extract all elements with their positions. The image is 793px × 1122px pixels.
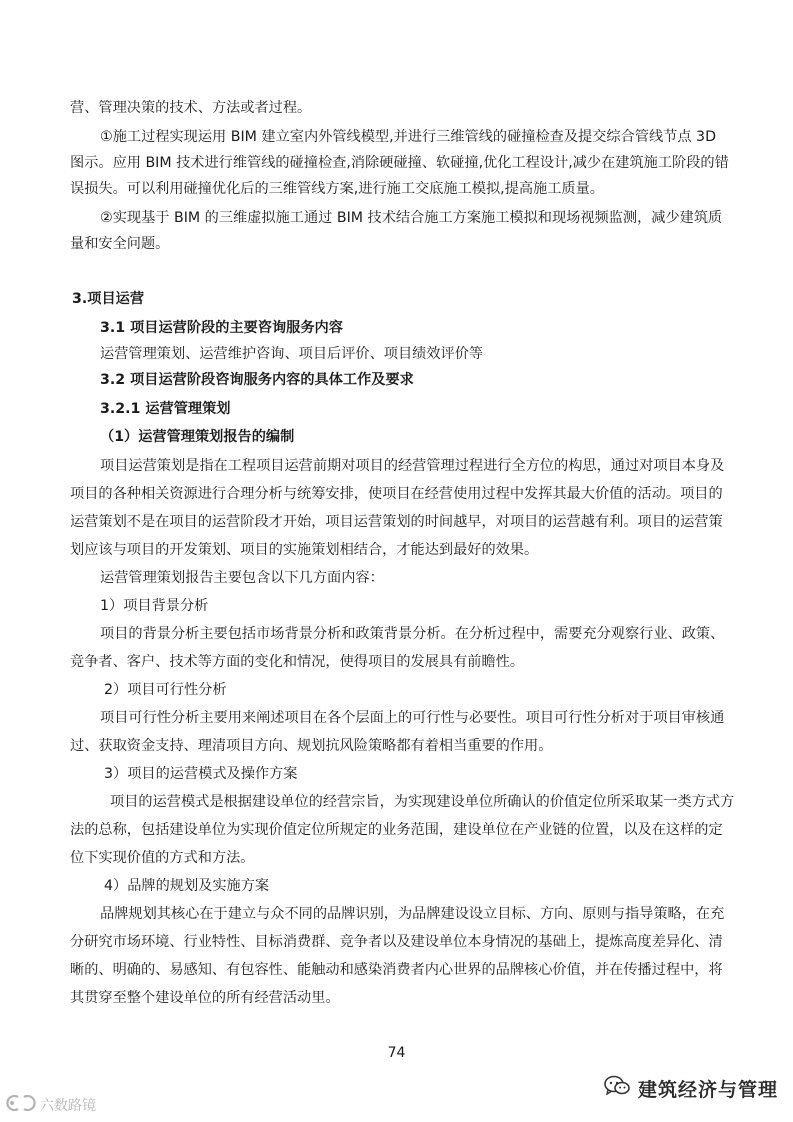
paragraph-line: 晰的、明确的、易感知、有包容性、能触动和感染消费者内心世界的品牌核心价值，并在传播过程中，将 bbox=[70, 962, 723, 978]
paragraph-line: 项目运营策划是指在工程项目运营前期对项目的经营管理过程进行全方位的构思，通过对项目本身及 bbox=[100, 458, 725, 474]
paragraph-line: 量和安全问题。 bbox=[70, 236, 170, 252]
paragraph-line: 运营管理策划报告主要包含以下几方面内容： bbox=[100, 570, 384, 586]
paragraph-line: 营、管理决策的技术、方法或者过程。 bbox=[70, 100, 312, 116]
paragraph-line: 竞争者、客户、技术等方面的变化和情况，使得项目的发展具有前瞻性。 bbox=[70, 654, 525, 670]
list-heading: 1）项目背景分析 bbox=[100, 598, 209, 614]
subsection-heading: （1）运营管理策划报告的编制 bbox=[100, 429, 295, 445]
paragraph-line: 划应该与项目的开发策划、项目的实施策划相结合，才能达到最好的效果。 bbox=[70, 542, 539, 558]
watermark-left-text: 六数路镜 bbox=[40, 1098, 96, 1114]
paragraph-line: 项目的各种相关资源进行合理分析与统筹安排，使项目在经营使用过程中发挥其最大价值的活动。项目的 bbox=[70, 486, 723, 502]
paragraph-line: 分研究市场环境、行业特性、目标消费群、竞争者以及建设单位本身情况的基础上，提炼高度差异化、清 bbox=[70, 934, 723, 950]
watermark-logo-icon bbox=[6, 1094, 36, 1116]
subsection-heading: 3.2 项目运营阶段咨询服务内容的具体工作及要求 bbox=[100, 372, 414, 388]
paragraph-line: ②实现基于 BIM 的三维虚拟施工通过 BIM 技术结合施工方案施工模拟和现场视频监测，减少建筑质 bbox=[100, 210, 723, 226]
paragraph-line: 品牌规划其核心在于建立与众不同的品牌识别，为品牌建设设立目标、方向、原则与指导策略，在充 bbox=[100, 906, 725, 922]
section-heading: 3.项目运营 bbox=[72, 291, 145, 307]
list-heading: 2）项目可行性分析 bbox=[104, 682, 227, 698]
paragraph-line: 运营策划不是在项目的运营阶段才开始，项目运营策划的时间越早，对项目的运营越有利。项目的运营策 bbox=[70, 514, 723, 530]
watermark-right-text: 建筑经济与管理 bbox=[638, 1078, 779, 1101]
watermark-right bbox=[604, 1073, 778, 1103]
page-number: 74 bbox=[387, 1045, 406, 1061]
paragraph-line: ①施工过程实现运用 BIM 建立室内外管线模型,并进行三维管线的碰撞检查及提交综合管线节点 3D bbox=[100, 129, 716, 145]
wechat-icon bbox=[604, 1075, 630, 1101]
paragraph-line: 误损失。可以利用碰撞优化后的三维管线方案,进行施工交底施工模拟,提高施工质量。 bbox=[70, 181, 604, 197]
paragraph-line: 图示。应用 BIM 技术进行维管线的碰撞检查,消除硬碰撞、软碰撞,优化工程设计,减少在建筑施工阶段的错 bbox=[70, 155, 729, 171]
paragraph-line: 法的总称，包括建设单位为实现价值定位所规定的业务范围，建设单位在产业链的位置，以及在这样的定 bbox=[70, 822, 723, 838]
paragraph-line: 位下实现价值的方式和方法。 bbox=[70, 850, 255, 866]
paragraph-line: 其贯穿至整个建设单位的所有经营活动里。 bbox=[70, 990, 340, 1006]
paragraph-line: 项目的背景分析主要包括市场背景分析和政策背景分析。在分析过程中，需要充分观察行业、政策、 bbox=[100, 626, 725, 642]
paragraph-line: 运营管理策划、运营维护咨询、项目后评价、项目绩效评价等 bbox=[100, 346, 484, 362]
subsection-heading: 3.1 项目运营阶段的主要咨询服务内容 bbox=[100, 320, 343, 336]
watermark-left bbox=[6, 1093, 96, 1117]
subsection-heading: 3.2.1 运营管理策划 bbox=[100, 401, 231, 417]
paragraph-line: 项目的运营模式是根据建设单位的经营宗旨，为实现建设单位所确认的价值定位所采取某一类方式方 bbox=[110, 794, 735, 810]
paragraph-line: 项目可行性分析主要用来阐述项目在各个层面上的可行性与必要性。项目可行性分析对于项目审核通 bbox=[100, 710, 725, 726]
list-heading: 4）品牌的规划及实施方案 bbox=[104, 878, 270, 894]
paragraph-line: 过、获取资金支持、理清项目方向、规划抗风险策略都有着相当重要的作用。 bbox=[70, 738, 553, 754]
list-heading: 3）项目的运营模式及操作方案 bbox=[104, 766, 298, 782]
